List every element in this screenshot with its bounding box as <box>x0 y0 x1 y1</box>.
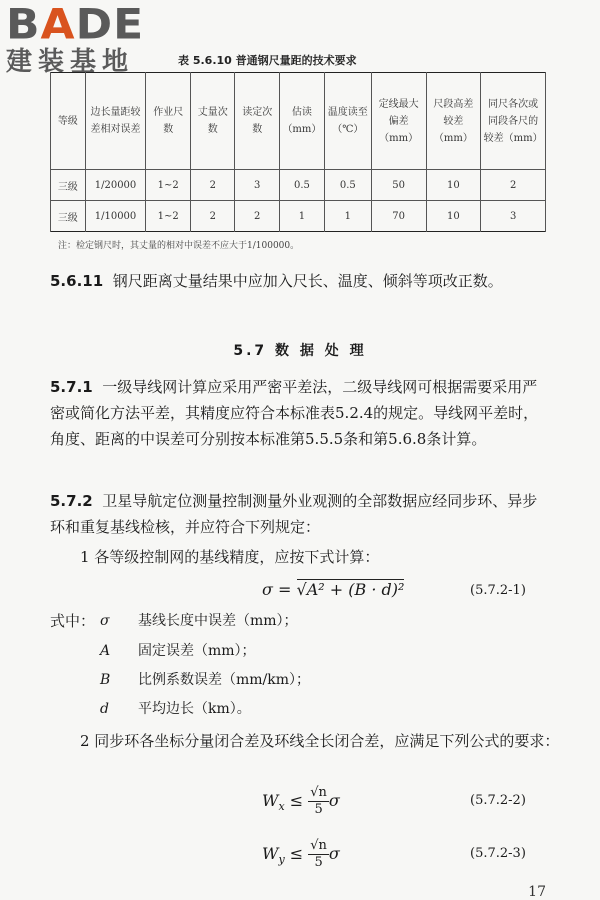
definition-symbol: σ <box>100 613 110 629</box>
formula-baseline-accuracy <box>262 580 404 599</box>
definition-row <box>100 698 251 718</box>
formula-lhs: $W_y$ <box>262 844 285 867</box>
formula-tail: σ <box>328 844 340 863</box>
formula-relation: ≤ <box>289 791 304 810</box>
definition-row <box>100 669 310 689</box>
table-cell: 0.5 <box>324 170 371 201</box>
table-cell: 0.5 <box>279 170 324 201</box>
section-title: 5.7 数 据 处 理 <box>233 343 367 359</box>
clause-5-7-1 <box>50 374 550 452</box>
clause-text: 卫星导航定位测量控制测量外业观测的全部数据应经同步环、异步环和重复基线检核，并应符合下列规定： <box>50 492 538 536</box>
table-cell: 1~2 <box>146 201 191 232</box>
equation-number: (5.7.2-1) <box>470 583 526 598</box>
definition-row <box>100 610 298 630</box>
clause-number: 5.7.2 <box>50 492 93 510</box>
table-cell: 2 <box>235 201 279 232</box>
definition-row <box>100 640 256 660</box>
definition-text: 平均边长（km）。 <box>138 701 251 717</box>
table-cell: 1/10000 <box>85 201 146 232</box>
table-cell: 三级 <box>51 201 86 232</box>
col-header: 读定次数 <box>235 73 279 170</box>
col-header: 定线最大偏差（mm） <box>371 73 426 170</box>
clause-text: 一级导线网计算应采用严密平差法，二级导线网可根据需要采用严密或简化方法平差，其精度应符合本标准表5.2.4的规定。导线网平差时，角度、距离的中误差可分别按本标准第5.5.5条和第5.6.8条计算。 <box>50 378 539 448</box>
formula-fraction: $\frac{√n}{5}$ <box>310 785 327 817</box>
definition-symbol: B <box>100 672 111 688</box>
table-cell: 70 <box>371 201 426 232</box>
col-header: 等级 <box>51 73 86 170</box>
table-title: 表 5.6.10 普通钢尺量距的技术要求 <box>178 54 357 67</box>
formula-tail: σ <box>328 791 340 810</box>
col-header: 丈量次数 <box>191 73 235 170</box>
clause-number: 5.7.1 <box>50 378 93 396</box>
table-cell: 三级 <box>51 170 86 201</box>
table-header-row <box>51 73 546 170</box>
table-row <box>51 201 546 232</box>
clause-number: 5.6.11 <box>50 272 104 290</box>
logo-subtitle: 建装基地 <box>6 47 135 77</box>
clause-text: 钢尺距离丈量结果中应加入尺长、温度、倾斜等项改正数。 <box>112 272 503 290</box>
table-cell: 1~2 <box>146 170 191 201</box>
col-header: 尺段高差较差（mm） <box>426 73 481 170</box>
table-cell: 2 <box>481 170 546 201</box>
col-header: 边长量距较差相对误差 <box>85 73 146 170</box>
col-header: 同尺各次或同段各尺的较差（mm） <box>481 73 546 170</box>
equation-number: (5.7.2-2) <box>470 793 526 808</box>
definition-text: 固定误差（mm）； <box>138 643 256 659</box>
where-label: 式中： <box>50 612 96 630</box>
clause-5-6-11 <box>50 268 550 294</box>
formula-fraction: $\frac{√n}{5}$ <box>310 838 327 870</box>
clause-5-7-2 <box>50 488 550 540</box>
brand-logo <box>6 2 176 76</box>
equation-number: (5.7.2-3) <box>470 846 526 861</box>
table-note: 注：检定钢尺时，其丈量的相对中误差不应大于1/100000。 <box>58 241 300 251</box>
table-cell: 2 <box>191 201 235 232</box>
table-cell: 3 <box>235 170 279 201</box>
table-cell: 10 <box>426 201 481 232</box>
spec-table <box>50 72 546 232</box>
item-2: 2 同步环各坐标分量闭合差及环线全长闭合差，应满足下列公式的要求： <box>80 732 560 750</box>
formula-rhs: √A² + (B · d)² <box>296 580 405 599</box>
formula-closure-x <box>262 785 340 818</box>
col-header: 温度读至（℃） <box>324 73 371 170</box>
formula-lhs: σ = <box>262 580 297 599</box>
definition-text: 比例系数误差（mm/km）； <box>138 672 311 688</box>
definition-text: 基线长度中误差（mm）； <box>138 613 298 629</box>
definition-symbol: A <box>100 643 111 659</box>
item-1: 1 各等级控制网的基线精度，应按下式计算： <box>80 548 380 566</box>
col-header: 作业尺数 <box>146 73 191 170</box>
table-cell: 10 <box>426 170 481 201</box>
table-cell: 3 <box>481 201 546 232</box>
table-cell: 50 <box>371 170 426 201</box>
table-cell: 1 <box>324 201 371 232</box>
formula-lhs: $W_x$ <box>262 791 285 814</box>
table-cell: 1/20000 <box>85 170 146 201</box>
col-header: 估读（mm） <box>279 73 324 170</box>
table-row <box>51 170 546 201</box>
formula-closure-y <box>262 838 340 871</box>
definition-symbol: d <box>100 701 109 717</box>
page-number: 17 <box>528 884 546 900</box>
formula-relation: ≤ <box>289 844 304 863</box>
table-cell: 2 <box>191 170 235 201</box>
table-cell: 1 <box>279 201 324 232</box>
logo-wordmark: BADE <box>6 0 145 49</box>
